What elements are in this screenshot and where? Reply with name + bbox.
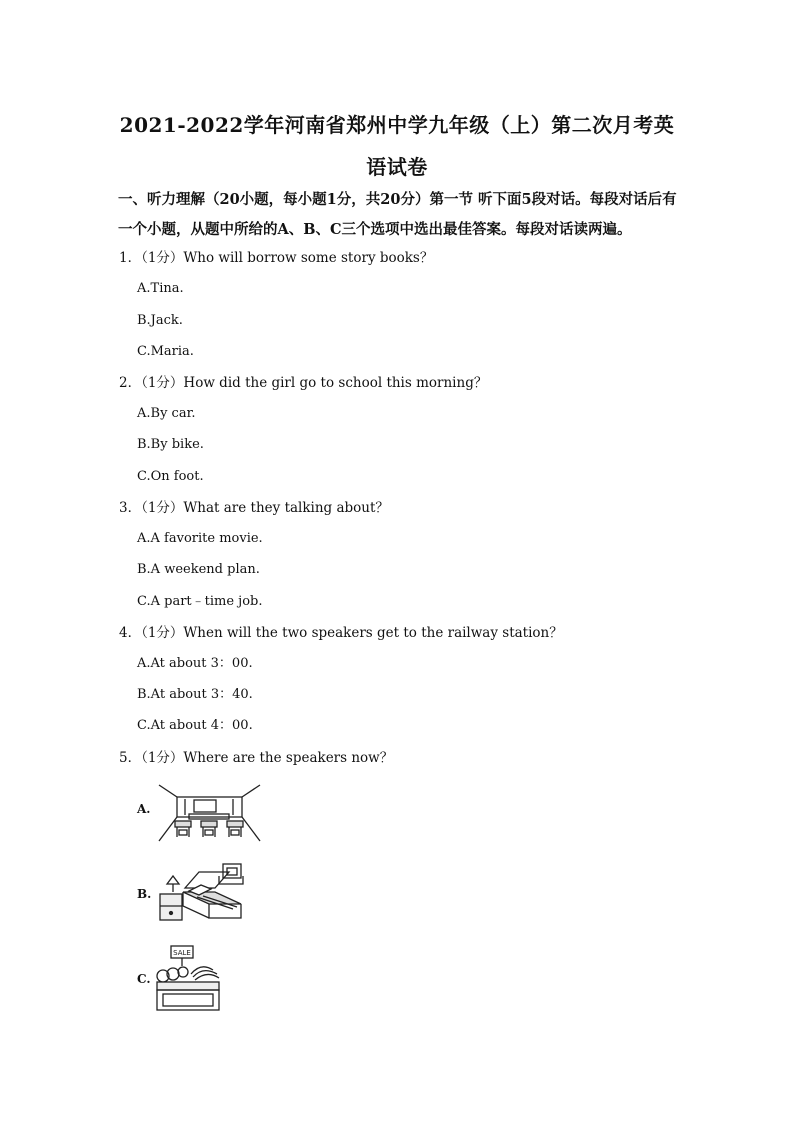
question-2-option-a: A.By car. xyxy=(137,406,196,421)
fruit-stand-icon xyxy=(155,944,223,1014)
question-5-option-c-label: C. xyxy=(137,972,151,986)
question-3-stem: 3．（1分）What are they talking about？ xyxy=(119,500,389,516)
question-3-option-b: B.A weekend plan. xyxy=(137,562,260,577)
question-2-stem: 2．（1分）How did the girl go to school this morning？ xyxy=(119,375,488,391)
question-5-stem: 5．（1分）Where are the speakers now？ xyxy=(119,750,394,766)
question-4-option-c: C.At about 4：00. xyxy=(137,718,253,733)
page-title: 2021-2022学年河南省郑州中学九年级（上）第二次月考英语试卷 xyxy=(119,113,675,179)
question-2-option-c: C.On foot. xyxy=(137,469,204,484)
sale-sign-text: SALE xyxy=(173,949,191,957)
question-4-option-b: B.At about 3：40. xyxy=(137,687,253,702)
question-1-option-c: C.Maria. xyxy=(137,344,194,359)
section-heading: 一、听力理解（20小题，每小题1分，共20分）第一节 听下面5段对话。每段对话后有一个小题，从题中所给的A、B、C三个选项中选出最佳答案。每段对话读两遍。 xyxy=(118,191,677,238)
question-2-option-b: B.By bike. xyxy=(137,437,204,452)
classroom-icon xyxy=(157,783,262,845)
question-4-stem: 4．（1分）When will the two speakers get to the railway station？ xyxy=(119,625,563,641)
question-5-option-a-label: A. xyxy=(137,802,151,816)
question-1-option-a: A.Tina. xyxy=(137,281,184,296)
question-3-option-a: A.A favorite movie. xyxy=(137,531,263,546)
bedroom-icon xyxy=(157,862,245,928)
question-1-stem: 1．（1分）Who will borrow some story books？ xyxy=(119,250,434,266)
question-3-option-c: C.A part﹣time job. xyxy=(137,594,263,609)
question-4-option-a: A.At about 3：00. xyxy=(137,656,253,671)
question-1-option-b: B.Jack. xyxy=(137,313,183,328)
question-5-option-b-label: B. xyxy=(137,887,152,901)
